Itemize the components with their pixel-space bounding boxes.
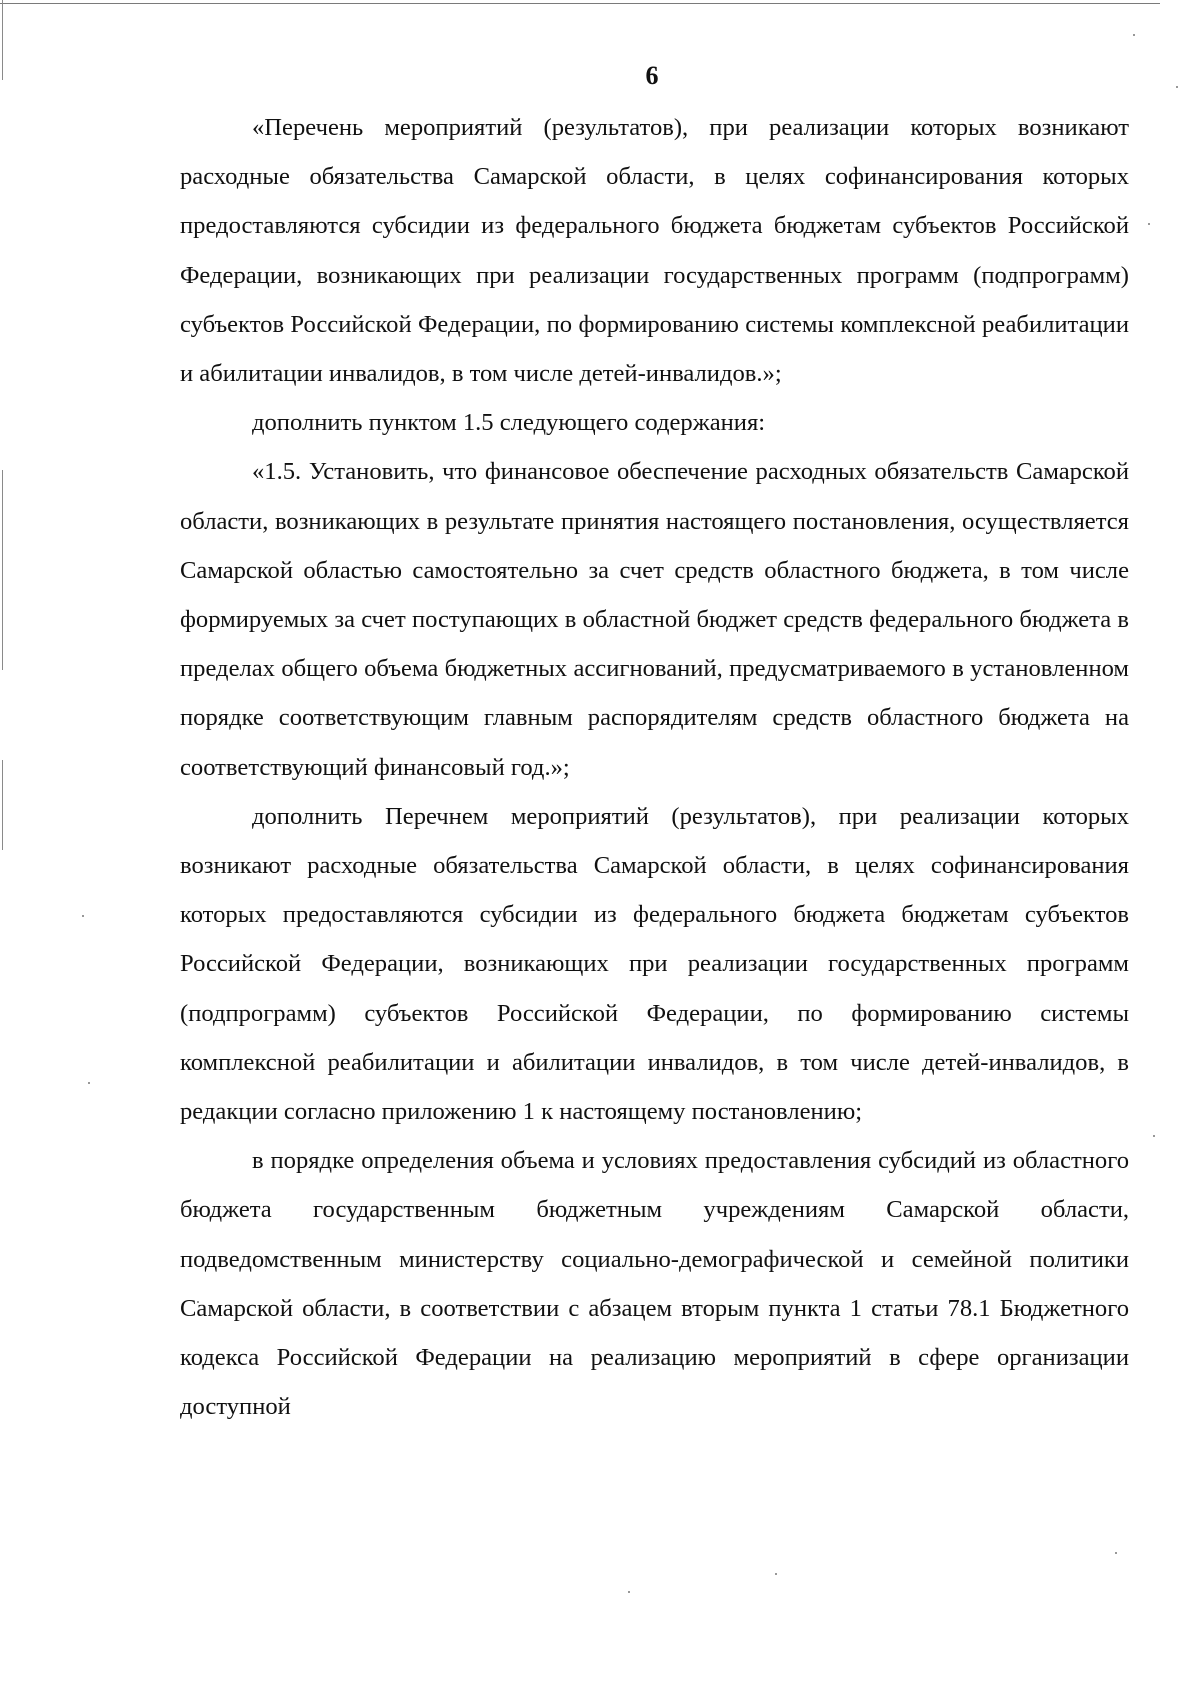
scan-speck bbox=[775, 1573, 777, 1575]
scan-top-rule bbox=[0, 3, 1160, 4]
scan-speck bbox=[88, 1082, 90, 1084]
scan-speck bbox=[1148, 223, 1150, 225]
paragraph-point-1-5: «1.5. Установить, что финансовое обеспечение расходных обязательств Самарской области, возникающих в результате принятия настоящего постановления, осуществляется Самарской областью самостоятельно за счет средств областного бюджета, в том числе формируемых за счет поступающих в областной бюджет средств федерального бюджета в пределах общего объема бюджетных ассигнований, предусматриваемого в установленном порядке соответствующим главным распорядителям средств областного бюджета на соответствующий финансовый год.»; bbox=[180, 458, 1129, 781]
scan-speck bbox=[628, 1591, 630, 1593]
scan-speck bbox=[1115, 1552, 1117, 1554]
scan-speck bbox=[1133, 34, 1135, 36]
scan-left-edge bbox=[2, 470, 3, 670]
paragraph-subsidy-procedure: в порядке определения объема и условиях предоставления субсидий из областного бюджета государственным бюджетным учреждениям Самарской области, подведомственным министерству социально-демографической и семейной политики Самарской области, в соответствии с абзацем вторым пункта 1 статьи 78.1 Бюджетного кодекса Российской Федерации на реализацию мероприятий в сфере организации доступной bbox=[180, 1147, 1129, 1421]
page-number: 6 bbox=[645, 61, 659, 90]
paragraph-list-title: «Перечень мероприятий (результатов), при реализации которых возникают расходные обязательства Самарской области, в целях софинансирования которых предоставляются субсидии из федерального бюджета бюджетам субъектов Российской Федерации, возникающих при реализации государственных программ (подпрограмм) субъектов Российской Федерации, по формированию системы комплексной реабилитации и абилитации инвалидов, в том числе детей-инвалидов.»; bbox=[180, 114, 1129, 388]
document-body bbox=[180, 103, 1129, 1431]
paragraph-add-list: дополнить Перечнем мероприятий (результатов), при реализации которых возникают расходные обязательства Самарской области, в целях софинансирования которых предоставляются субсидии из федерального бюджета бюджетам субъектов Российской Федерации, возникающих при реализации государственных программ (подпрограмм) субъектов Российской Федерации, по формированию системы комплексной реабилитации и абилитации инвалидов, в том числе детей-инвалидов, в редакции согласно приложению 1 к настоящему постановлению; bbox=[180, 802, 1129, 1126]
scan-left-edge bbox=[2, 760, 3, 850]
scan-speck bbox=[1153, 1135, 1155, 1137]
scan-speck bbox=[82, 915, 84, 917]
paragraph-add-point-1-5: дополнить пунктом 1.5 следующего содержания: bbox=[252, 409, 766, 437]
